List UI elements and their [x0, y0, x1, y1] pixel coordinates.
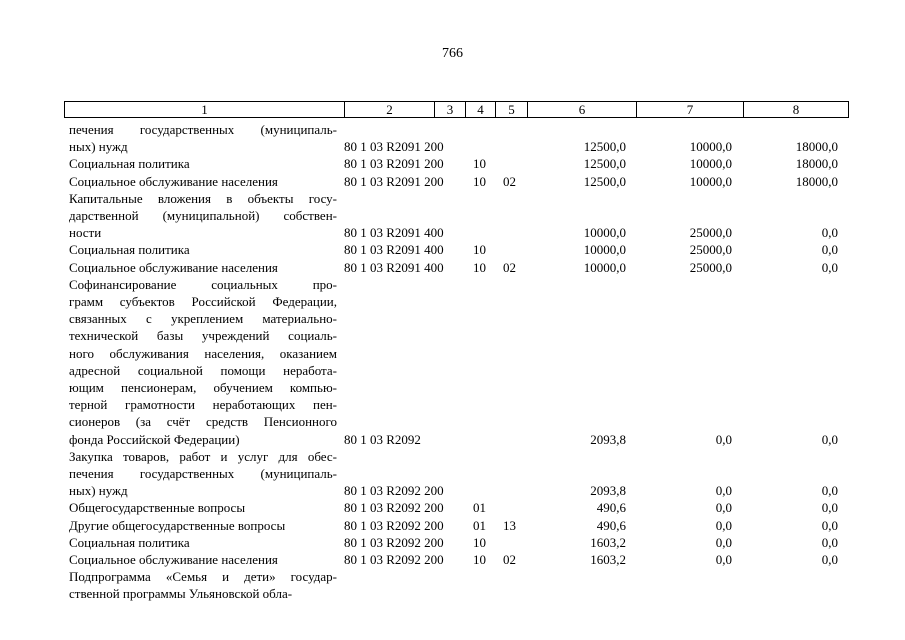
- table-row: [0, 499, 905, 516]
- header-cell-7: 7: [637, 102, 744, 118]
- budget-code: 80 1 03 R2092: [344, 431, 421, 447]
- amount-col-8: 0,0: [821, 534, 838, 550]
- table-row: [0, 568, 905, 602]
- description-line: Социальное обслуживание населения: [69, 173, 278, 189]
- amount-col-6: 12500,0: [583, 139, 626, 155]
- amount-col-6: 490,6: [596, 500, 626, 516]
- page-number: 766: [442, 46, 463, 61]
- description-line: Социальное обслуживание населения: [69, 259, 278, 275]
- description-line: ных) нужд: [69, 483, 128, 499]
- section-code: 10: [473, 156, 486, 172]
- subsection-code: 13: [503, 517, 516, 533]
- description-line: грамм субъектов Российской Федерации,: [69, 294, 337, 310]
- description-line: Социальная политика: [69, 242, 190, 258]
- description-line: Подпрограмма «Семья и дети» государ-: [69, 569, 337, 585]
- amount-col-6: 490,6: [596, 517, 626, 533]
- amount-col-8: 0,0: [821, 225, 838, 241]
- budget-code: 80 1 03 R2091 200: [344, 139, 444, 155]
- budget-code: 80 1 03 R2092 200: [344, 483, 444, 499]
- description-line: фонда Российской Федерации): [69, 431, 240, 447]
- budget-code: 80 1 03 R2091 400: [344, 242, 444, 258]
- table-row: [0, 121, 905, 155]
- subsection-code: 02: [503, 173, 516, 189]
- table-body: [0, 121, 905, 603]
- description-line: терной грамотности неработающих пен-: [69, 397, 337, 413]
- header-cell-5: 5: [496, 102, 528, 118]
- header-cell-4: 4: [466, 102, 496, 118]
- row-description: [69, 173, 337, 190]
- row-description: [69, 121, 337, 155]
- table-row: [0, 517, 905, 534]
- header-cell-6: 6: [528, 102, 637, 118]
- table-row: [0, 551, 905, 568]
- description-line: сионеров (за счёт средств Пенсионного: [69, 414, 337, 430]
- table-row: [0, 534, 905, 551]
- amount-col-6: 1603,2: [590, 534, 626, 550]
- budget-code: 80 1 03 R2091 400: [344, 225, 444, 241]
- amount-col-6: 10000,0: [583, 259, 626, 275]
- amount-col-6: 12500,0: [583, 156, 626, 172]
- budget-code: 80 1 03 R2091 200: [344, 173, 444, 189]
- subsection-code: 02: [503, 552, 516, 568]
- amount-col-7: 25000,0: [689, 242, 732, 258]
- row-description: [69, 190, 337, 242]
- amount-col-8: 0,0: [821, 500, 838, 516]
- budget-code: 80 1 03 R2092 200: [344, 552, 444, 568]
- amount-col-6: 1603,2: [590, 552, 626, 568]
- amount-col-8: 0,0: [821, 259, 838, 275]
- section-code: 10: [473, 552, 486, 568]
- subsection-code: 02: [503, 259, 516, 275]
- section-code: 01: [473, 500, 486, 516]
- table-row: [0, 448, 905, 500]
- amount-col-7: 0,0: [715, 483, 732, 499]
- description-line: ющим пенсионерам, обучением компью-: [69, 380, 337, 396]
- description-line: ственной программы Ульяновской обла-: [69, 586, 293, 602]
- header-cell-8: 8: [744, 102, 849, 118]
- amount-col-8: 0,0: [821, 483, 838, 499]
- row-description: [69, 259, 337, 276]
- description-line: Софинансирование социальных про-: [69, 276, 337, 292]
- table-header: [64, 101, 849, 118]
- description-line: Другие общегосударственные вопросы: [69, 517, 286, 533]
- amount-col-7: 0,0: [715, 517, 732, 533]
- table-row: [0, 190, 905, 242]
- description-line: Капитальные вложения в объекты госу-: [69, 190, 337, 206]
- amount-col-7: 25000,0: [689, 225, 732, 241]
- budget-code: 80 1 03 R2091 400: [344, 259, 444, 275]
- description-line: связанных с укреплением материально-: [69, 311, 337, 327]
- row-description: [69, 517, 337, 534]
- row-description: [69, 155, 337, 172]
- description-line: печения государственных (муниципаль-: [69, 466, 337, 482]
- amount-col-6: 12500,0: [583, 173, 626, 189]
- row-description: [69, 448, 337, 500]
- amount-col-6: 10000,0: [583, 242, 626, 258]
- row-description: [69, 551, 337, 568]
- header-cell-3: 3: [435, 102, 466, 118]
- amount-col-8: 18000,0: [795, 173, 838, 189]
- description-line: ных) нужд: [69, 139, 128, 155]
- row-description: [69, 499, 337, 516]
- amount-col-8: 18000,0: [795, 156, 838, 172]
- description-line: печения государственных (муниципаль-: [69, 122, 337, 137]
- header-cell-1: 1: [65, 102, 345, 118]
- table-row: [0, 276, 905, 448]
- amount-col-8: 0,0: [821, 552, 838, 568]
- section-code: 01: [473, 517, 486, 533]
- row-description: [69, 534, 337, 551]
- amount-col-6: 2093,8: [590, 431, 626, 447]
- description-line: Социальная политика: [69, 534, 190, 550]
- table-row: [0, 259, 905, 276]
- header-cell-2: 2: [345, 102, 435, 118]
- table-row: [0, 241, 905, 258]
- row-description: [69, 568, 337, 602]
- budget-code: 80 1 03 R2092 200: [344, 534, 444, 550]
- amount-col-8: 0,0: [821, 242, 838, 258]
- amount-col-7: 0,0: [715, 534, 732, 550]
- amount-col-7: 10000,0: [689, 156, 732, 172]
- description-line: технической базы учреждений социаль-: [69, 328, 337, 344]
- section-code: 10: [473, 534, 486, 550]
- amount-col-7: 0,0: [715, 552, 732, 568]
- row-description: [69, 276, 337, 448]
- table-row: [0, 173, 905, 190]
- description-line: Общегосударственные вопросы: [69, 500, 246, 516]
- budget-code: 80 1 03 R2092 200: [344, 517, 444, 533]
- table-row: [0, 155, 905, 172]
- row-description: [69, 241, 337, 258]
- description-line: Закупка товаров, работ и услуг для обес-: [69, 448, 337, 464]
- amount-col-7: 0,0: [715, 500, 732, 516]
- budget-code: 80 1 03 R2091 200: [344, 156, 444, 172]
- amount-col-7: 0,0: [715, 431, 732, 447]
- section-code: 10: [473, 173, 486, 189]
- amount-col-6: 2093,8: [590, 483, 626, 499]
- section-code: 10: [473, 242, 486, 258]
- description-line: Социальная политика: [69, 156, 190, 172]
- section-code: 10: [473, 259, 486, 275]
- description-line: адресной социальной помощи неработа-: [69, 362, 337, 378]
- amount-col-7: 10000,0: [689, 139, 732, 155]
- amount-col-8: 0,0: [821, 517, 838, 533]
- description-line: Социальное обслуживание населения: [69, 552, 278, 568]
- amount-col-8: 0,0: [821, 431, 838, 447]
- description-line: ности: [69, 225, 102, 241]
- amount-col-7: 10000,0: [689, 173, 732, 189]
- amount-col-8: 18000,0: [795, 139, 838, 155]
- description-line: дарственной (муниципальной) собствен-: [69, 208, 337, 224]
- description-line: ного обслуживания населения, оказанием: [69, 345, 337, 361]
- amount-col-7: 25000,0: [689, 259, 732, 275]
- amount-col-6: 10000,0: [583, 225, 626, 241]
- budget-code: 80 1 03 R2092 200: [344, 500, 444, 516]
